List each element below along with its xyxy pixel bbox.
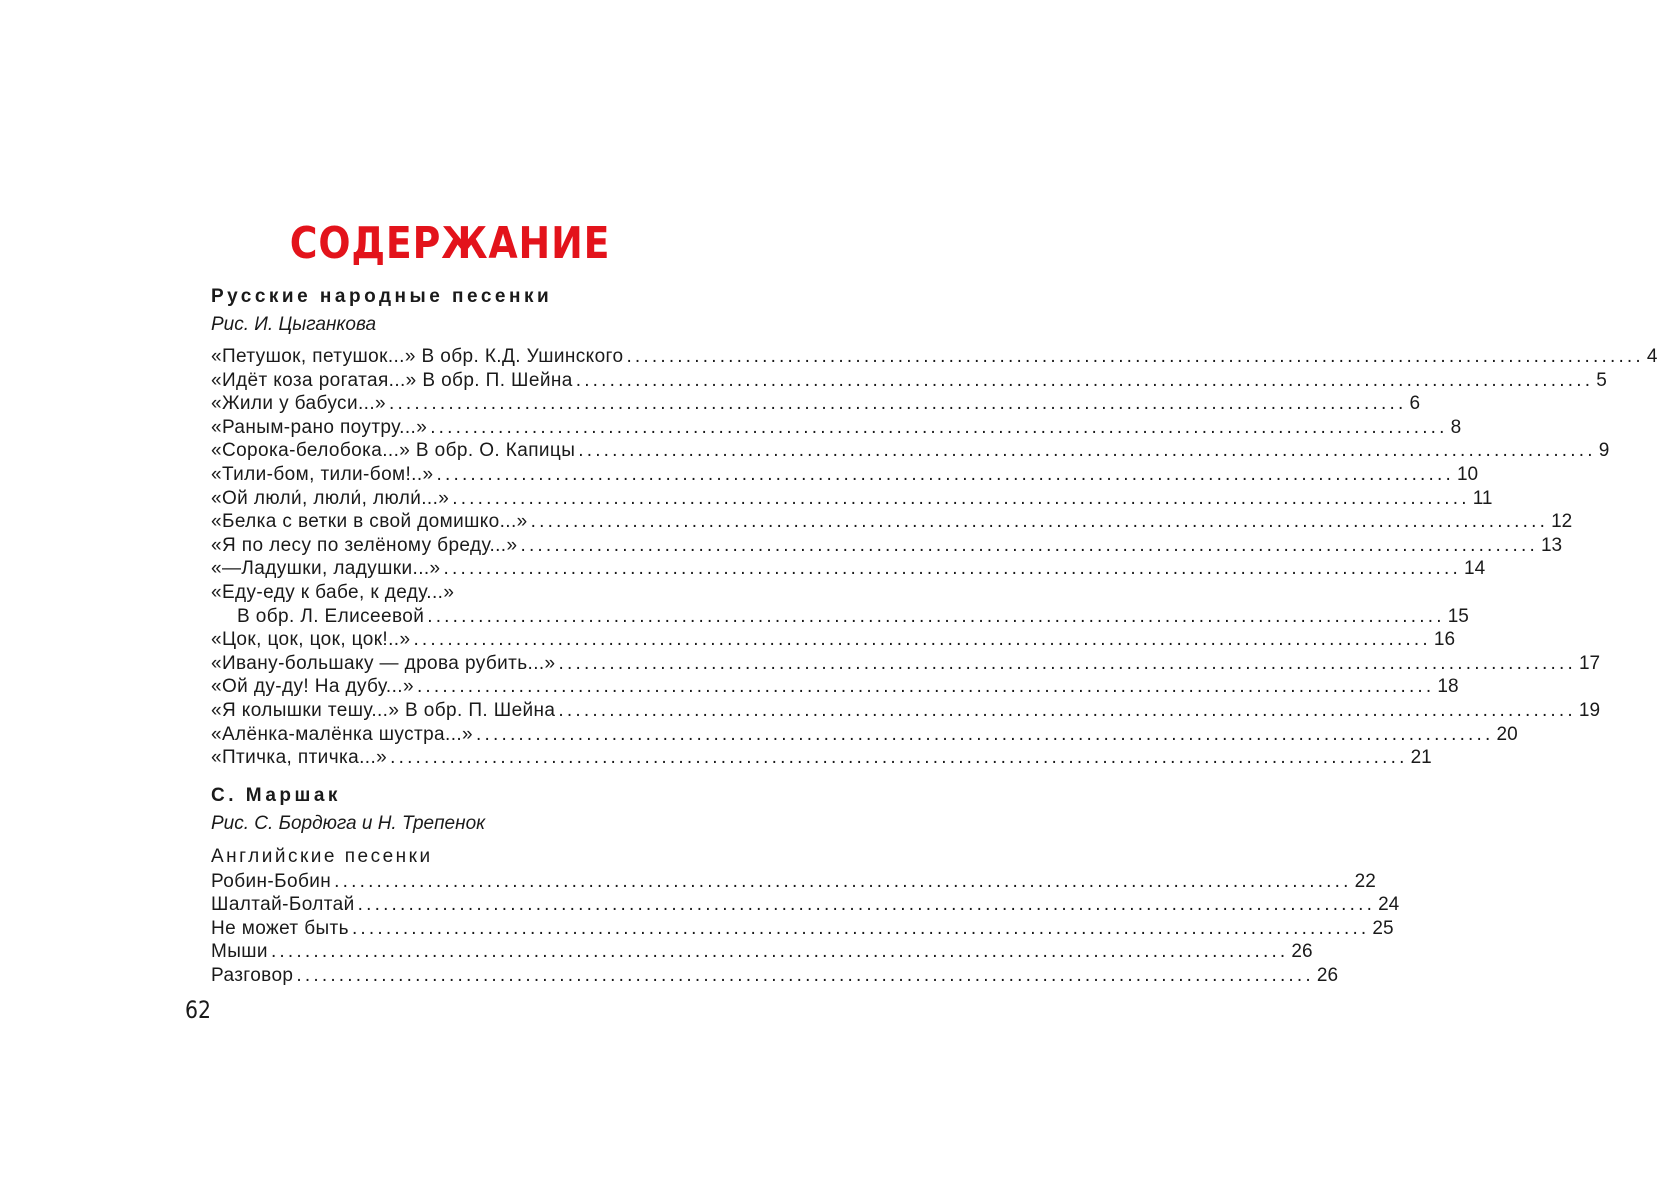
toc-entry [211,369,1607,393]
toc-entry-page: 25 [1372,917,1394,939]
toc-entry-page: 17 [1578,652,1601,674]
toc-entry-page: 26 [1291,941,1313,963]
toc-entry-page: 21 [1410,747,1432,769]
table-of-contents [211,283,1657,988]
toc-entry-title: «Цок, цок, цок, цок!..» [211,629,411,651]
illustrator-credit: Рис. С. Бордюга и Н. Трепенок [211,812,486,834]
toc-entry-title: «Белка с ветки в свой домишко...» [211,511,528,533]
toc-entry-title: «Раным-рано поутру...» [211,416,428,438]
toc-entry-page: 13 [1540,534,1563,556]
toc-entry-page: 24 [1378,894,1400,916]
toc-entry-page: 9 [1598,440,1610,462]
toc-entry-title: «Ой ду-ду! На дубу...» [211,676,414,698]
toc-entry [211,557,1486,581]
toc-entry-title: «Птичка, птичка...» [211,747,388,769]
toc-entry [211,439,1610,463]
dot-leader: ........................................................................................................................ [334,870,1352,892]
dot-leader: ........................................................................................................................ [390,747,1408,769]
toc-entry-page: 16 [1433,629,1456,651]
dot-leader: ........................................................................................................................ [578,440,1596,462]
dot-leader: ........................................................................................................................ [430,416,1448,438]
page-number: 62 [185,996,211,1024]
section-heading: С. Маршак [211,784,341,806]
toc-entry [211,940,1313,964]
toc-entry [211,534,1563,558]
toc-entry [211,628,1456,652]
toc-entry-page: 8 [1450,416,1462,438]
toc-entry [211,746,1432,770]
toc-entry [211,675,1459,699]
toc-entry-page: 4 [1646,346,1657,367]
toc-entry-title: Робин-Бобин [211,870,332,892]
toc-entry-title: «Идёт коза рогатая...» В обр. П. Шейна [211,369,573,391]
toc-entry [211,893,1400,917]
toc-entry-title: «Петушок, петушок...» В обр. К.Д. Ушинского [211,346,624,367]
dot-leader: ........................................................................................................................ [476,723,1494,745]
subsection-heading: Английские песенки [211,845,433,867]
toc-entry [211,917,1394,941]
toc-entry [211,605,1469,629]
toc-list [211,345,1657,770]
dot-leader: ........................................................................................................................ [626,346,1644,367]
dot-leader: ........................................................................................................................ [443,558,1461,580]
toc-entry-title: «Ой люли́, люли́, люли́...» [211,487,450,509]
toc-entry-title: Шалтай-Болтай [211,894,355,916]
dot-leader: ........................................................................................................................ [452,487,1470,509]
dot-leader: ........................................................................................................................ [296,965,1314,987]
toc-entry [211,699,1601,723]
toc-entry [211,416,1462,440]
toc-list [211,870,1400,988]
dot-leader: ........................................................................................................................ [530,511,1549,533]
toc-entry-page: 22 [1354,870,1376,892]
toc-entry-page: 12 [1551,511,1573,533]
toc-entry-page: 26 [1316,965,1339,987]
dot-leader: ........................................................................................................................ [575,369,1594,391]
toc-entry-page: 5 [1596,369,1607,391]
toc-entry [211,723,1518,747]
dot-leader: ........................................................................................................................ [558,652,1576,674]
illustrator-credit: Рис. И. Цыганкова [211,314,377,335]
toc-entry-title: Мыши [211,941,268,963]
toc-entry [211,463,1479,487]
toc-entry [211,487,1493,511]
section-heading: Русские народные песенки [211,286,553,307]
toc-entry-page: 15 [1447,605,1469,627]
toc-entry-title: Разговор [211,965,294,987]
dot-leader: ........................................................................................................................ [388,393,1407,415]
dot-leader: ........................................................................................................................ [436,463,1454,485]
toc-entry-title: «Ивану-большаку — дрова рубить...» [211,652,556,674]
toc-entry [211,870,1376,894]
dot-leader: ........................................................................................................................ [520,534,1538,556]
toc-entry-title: «Я колышки тешу...» В обр. П. Шейна [211,699,556,721]
dot-leader: ........................................................................................................................ [357,894,1376,916]
toc-entry-title: «Тили-бом, тили-бом!..» [211,463,434,485]
toc-entry-title: «—Ладушки, ладушки...» [211,558,441,580]
toc-entry [211,510,1573,534]
toc-entry-page: 10 [1456,463,1479,485]
toc-entry-title: «Алёнка-малёнка шустра...» [211,723,474,745]
toc-entry-title: «Еду-еду к бабе, к деду...» [211,581,455,603]
page-title: СОДЕРЖАНИЕ [289,218,611,269]
toc-entry-title: «Жили у бабуси...» [211,393,386,415]
toc-entry-title: «Сорока-белобока...» В обр. О. Капицы [211,440,576,462]
toc-entry-title: В обр. Л. Елисеевой [237,605,425,627]
dot-leader: ........................................................................................................................ [351,917,1370,939]
toc-entry-page: 6 [1409,393,1421,415]
dot-leader: ........................................................................................................................ [427,605,1445,627]
toc-entry-page: 18 [1437,676,1459,698]
toc-entry [211,345,1657,369]
toc-entry-page: 11 [1472,487,1493,509]
toc-entry-page: 14 [1464,558,1486,580]
toc-entry-page: 19 [1578,699,1601,721]
dot-leader: ........................................................................................................................ [416,676,1435,698]
toc-entry-page: 20 [1496,723,1518,745]
dot-leader: ........................................................................................................................ [558,699,1576,721]
toc-entry [211,581,721,605]
toc-entry [211,392,1421,416]
toc-entry [211,652,1601,676]
dot-leader: ........................................................................................................................ [413,629,1431,651]
toc-entry [211,964,1339,988]
dot-leader: ........................................................................................................................ [270,941,1289,963]
toc-entry-title: Не может быть [211,917,349,939]
toc-entry-title: «Я по лесу по зелёному бреду...» [211,534,518,556]
